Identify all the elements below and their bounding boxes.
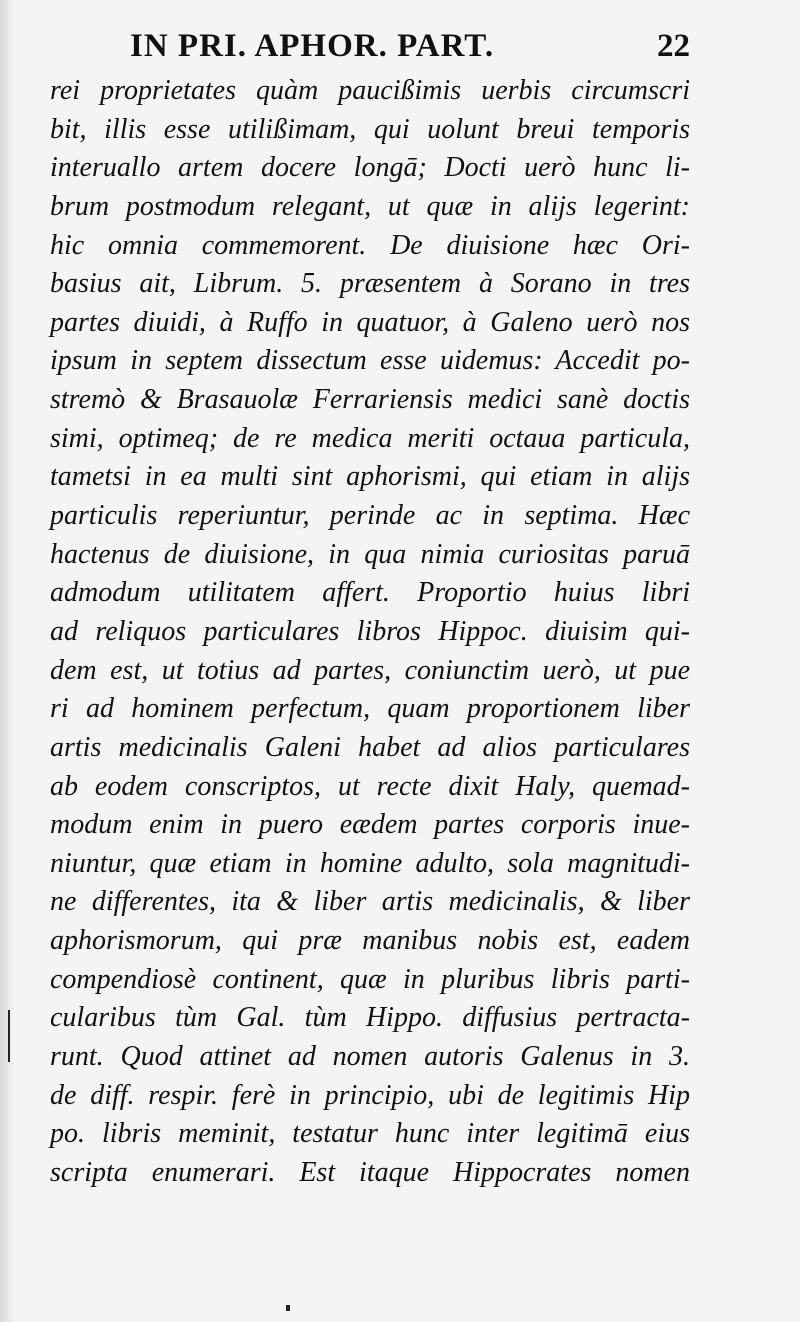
text-line: compendiosè continent, quæ in pluribus libris parti-: [50, 963, 690, 995]
text-line: tametsi in ea multi sint aphorismi, qui etiam in alijs: [50, 461, 690, 493]
text-line: ipsum in septem dissectum esse uidemus: Accedit po-: [50, 345, 690, 377]
page-header: [130, 28, 690, 72]
text-line: brum postmodum relegant, ut quæ in alijs legerint:: [50, 190, 690, 222]
text-line: cularibus tùm Gal. tùm Hippo. diffusius pertracta-: [50, 1002, 690, 1034]
text-line: ne differentes, ita & liber artis medicinalis, & liber: [50, 886, 690, 918]
body-text: [50, 72, 690, 1193]
text-line: artis medicinalis Galeni habet ad alios particulares: [50, 731, 690, 763]
scan-mark: [286, 1305, 290, 1311]
text-line: admodum utilitatem affert. Proportio huius libri: [50, 577, 690, 609]
text-line: interuallo artem docere longā; Docti uerò hunc li-: [50, 152, 690, 184]
running-head: IN PRI. APHOR. PART.: [130, 28, 495, 64]
text-line: po. libris meminit, testatur hunc inter legitimā eius: [50, 1118, 690, 1150]
page-number: 22: [657, 28, 690, 64]
page-gutter-shadow: [0, 0, 14, 1322]
text-line: niuntur, quæ etiam in homine adulto, sola magnitudi-: [50, 847, 690, 879]
text-line: rei proprietates quàm paucißimis uerbis circumscri: [50, 75, 690, 106]
text-line: ad reliquos particulares libros Hippoc. diuisim qui-: [50, 615, 690, 647]
text-line: runt. Quod attinet ad nomen autoris Galenus in 3.: [50, 1041, 690, 1073]
text-line: dem est, ut totius ad partes, coniunctim uerò, ut pue: [50, 654, 690, 686]
text-line: ab eodem conscriptos, ut recte dixit Haly, quemad-: [50, 770, 690, 802]
text-line: aphorismorum, qui præ manibus nobis est, eadem: [50, 925, 690, 957]
scan-mark: [8, 1010, 10, 1062]
text-line: simi, optimeq; de re medica meriti octaua particula,: [50, 422, 690, 454]
text-line: hic omnia commemorent. De diuisione hæc Ori-: [50, 229, 690, 261]
text-line: particulis reperiuntur, perinde ac in septima. Hæc: [50, 500, 690, 532]
text-line: partes diuidi, à Ruffo in quatuor, à Galeno uerò nos: [50, 306, 690, 338]
text-line: stremò & Brasauolæ Ferrariensis medici sanè doctis: [50, 384, 690, 416]
text-line: hactenus de diuisione, in qua nimia curiositas paruā: [50, 538, 690, 570]
text-line: bit, illis esse utilißimam, qui uolunt breui temporis: [50, 113, 690, 145]
text-line: scripta enumerari. Est itaque Hippocrates nomen: [50, 1156, 690, 1188]
text-line: basius ait, Librum. 5. præsentem à Sorano in tres: [50, 268, 690, 300]
text-line: modum enim in puero eædem partes corporis inue-: [50, 809, 690, 841]
text-line: ri ad hominem perfectum, quam proportionem liber: [50, 693, 690, 725]
text-line: de diff. respir. ferè in principio, ubi de legitimis Hip: [50, 1079, 690, 1111]
